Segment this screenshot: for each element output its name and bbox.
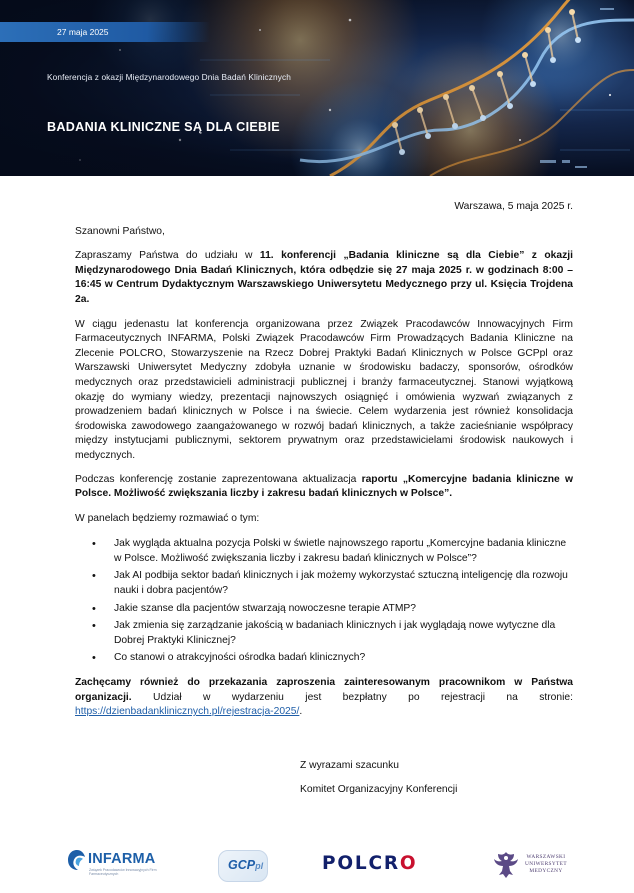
infarma-name: INFARMA	[88, 851, 156, 867]
panels-intro: W panelach będziemy rozmawiać o tym:	[75, 512, 260, 524]
registration-paragraph	[75, 676, 573, 720]
panel-topics-list	[75, 537, 573, 666]
list-item: • Jakie szanse dla pacjentów stwarzają nowoczesne terapie ATMP?	[75, 602, 573, 617]
conference-subtitle: Konferencja z okazji Międzynarodowego Dnia Badań Klinicznych	[47, 72, 291, 82]
event-date-badge: 27 maja 2025	[0, 22, 210, 42]
infarma-logo	[67, 849, 177, 879]
polcro-name: POLCR	[322, 853, 400, 874]
history-paragraph: W ciągu jedenastu lat konferencja organizowana przez Związek Pracodawców Innowacyjnych Firm Farmaceutycznych INFARMA, Polski Związek Pracodawców Firm Prowadzących Badania Kliniczne na Zlecenie POLCRO, Stowarzyszenie na Rzecz Dobrej Praktyki Badań Klinicznych w Polsce GCPpl oraz Warszawski Uniwersytet Medyczny zdobyła uznanie w środowisku badaczy, sponsorów, ośrodków medycznych oraz przedstawicieli administracji publicznej i branży farmaceutycznej. Stanowi wyjątkową okazję do wymiany wiedzy, prezentacji najnowszych osiągnięć i omówienia wyzwań związanych z prowadzeniem badań klinicznych w Polsce i na świecie. Celem wydarzenia jest również konsolidacja środowiska zawodowego zaangażowanego w rozwój badań klinicznych, a także zacieśnianie współpracy między instytucjami publicznymi, sektorem prywatnym oraz przedstawicielami środowisk naukowych i medycznych.	[75, 318, 573, 461]
gcppl-name: GCP	[228, 858, 256, 872]
polcro-logo	[322, 853, 417, 874]
conference-headline: BADANIA KLINICZNE SĄ DLA CIEBIE	[47, 120, 280, 134]
signature: Komitet Organizacyjny Konferencji	[300, 784, 458, 795]
invitation-details: 11. konferencji „Badania kliniczne są dla Ciebie” z okazji Międzynarodowego Dnia Badań Klinicznych, która odbędzie się 27 maja 2025 r. w godzinach 8:00 – 16:45 w Centrum Dydaktycznym Warszawskiego Uniwersytetu Medycznego przy ul. Księcia Trojdena 2a.	[75, 250, 574, 305]
salutation: Szanowni Państwo,	[75, 225, 165, 237]
place-date: Warszawa, 5 maja 2025 r.	[454, 201, 573, 212]
list-item: • Co stanowi o atrakcyjności ośrodka badań klinicznych?	[75, 651, 573, 666]
list-item: • Jak wygląda aktualna pozycja Polski w świetle najnowszego raportu „Komercyjne badania kliniczne w Polsce. Możliwość zwiększania liczby i zakresu badań klinicznych w Polsce”?	[75, 537, 573, 566]
report-intro: Podczas konferencję zostanie zaprezentowana aktualizacja	[75, 473, 362, 485]
polcro-o: O	[399, 853, 418, 874]
gcppl-logo-text	[228, 858, 263, 872]
wum-logo	[492, 849, 572, 881]
registration-period: .	[299, 706, 303, 718]
registration-link[interactable]: https://dzienbadanklinicznych.pl/rejestracja-2025/	[75, 706, 300, 718]
gcppl-suffix: pl	[255, 861, 264, 871]
registration-text: Udział w wydarzeniu jest bezpłatny po rejestracji na stronie:	[131, 691, 573, 703]
invitation-intro: Zapraszamy Państwa do udziału w	[75, 250, 260, 262]
list-item: • Jak AI podbija sektor badań klinicznych i jak możemy wykorzystać sztuczną inteligencję dla rozwoju nauki i dobra pacjentów?	[75, 569, 573, 598]
invitation-paragraph	[75, 249, 573, 307]
report-paragraph	[75, 473, 573, 502]
wum-eagle-crest-icon	[492, 849, 520, 881]
closing-phrase: Z wyrazami szacunku	[300, 760, 399, 771]
letter-body	[75, 200, 573, 720]
infarma-swirl-icon	[67, 849, 87, 871]
gcppl-logo	[218, 850, 268, 882]
list-item: • Jak zmienia się zarządzanie jakością w badaniach klinicznych i jak wyglądają nowe wytyczne dla Dobrej Praktyki Klinicznej?	[75, 619, 573, 648]
wum-name: WARSZAWSKI UNIWERSYTET MEDYCZNY	[524, 854, 568, 874]
infarma-tagline: Związek Pracodawców Innowacyjnych Firm Farmaceutycznych	[89, 868, 157, 876]
header-banner	[0, 0, 634, 176]
share-invitation-text: Zachęcamy również do przekazania zaproszenia zainteresowanym pracownikom w Państwa organizacji.	[75, 677, 573, 703]
report-title: raportu „Komercyjne badania kliniczne w Polsce. Możliwość zwiększania liczby i zakresu badań klinicznych w Polsce”.	[75, 473, 573, 500]
